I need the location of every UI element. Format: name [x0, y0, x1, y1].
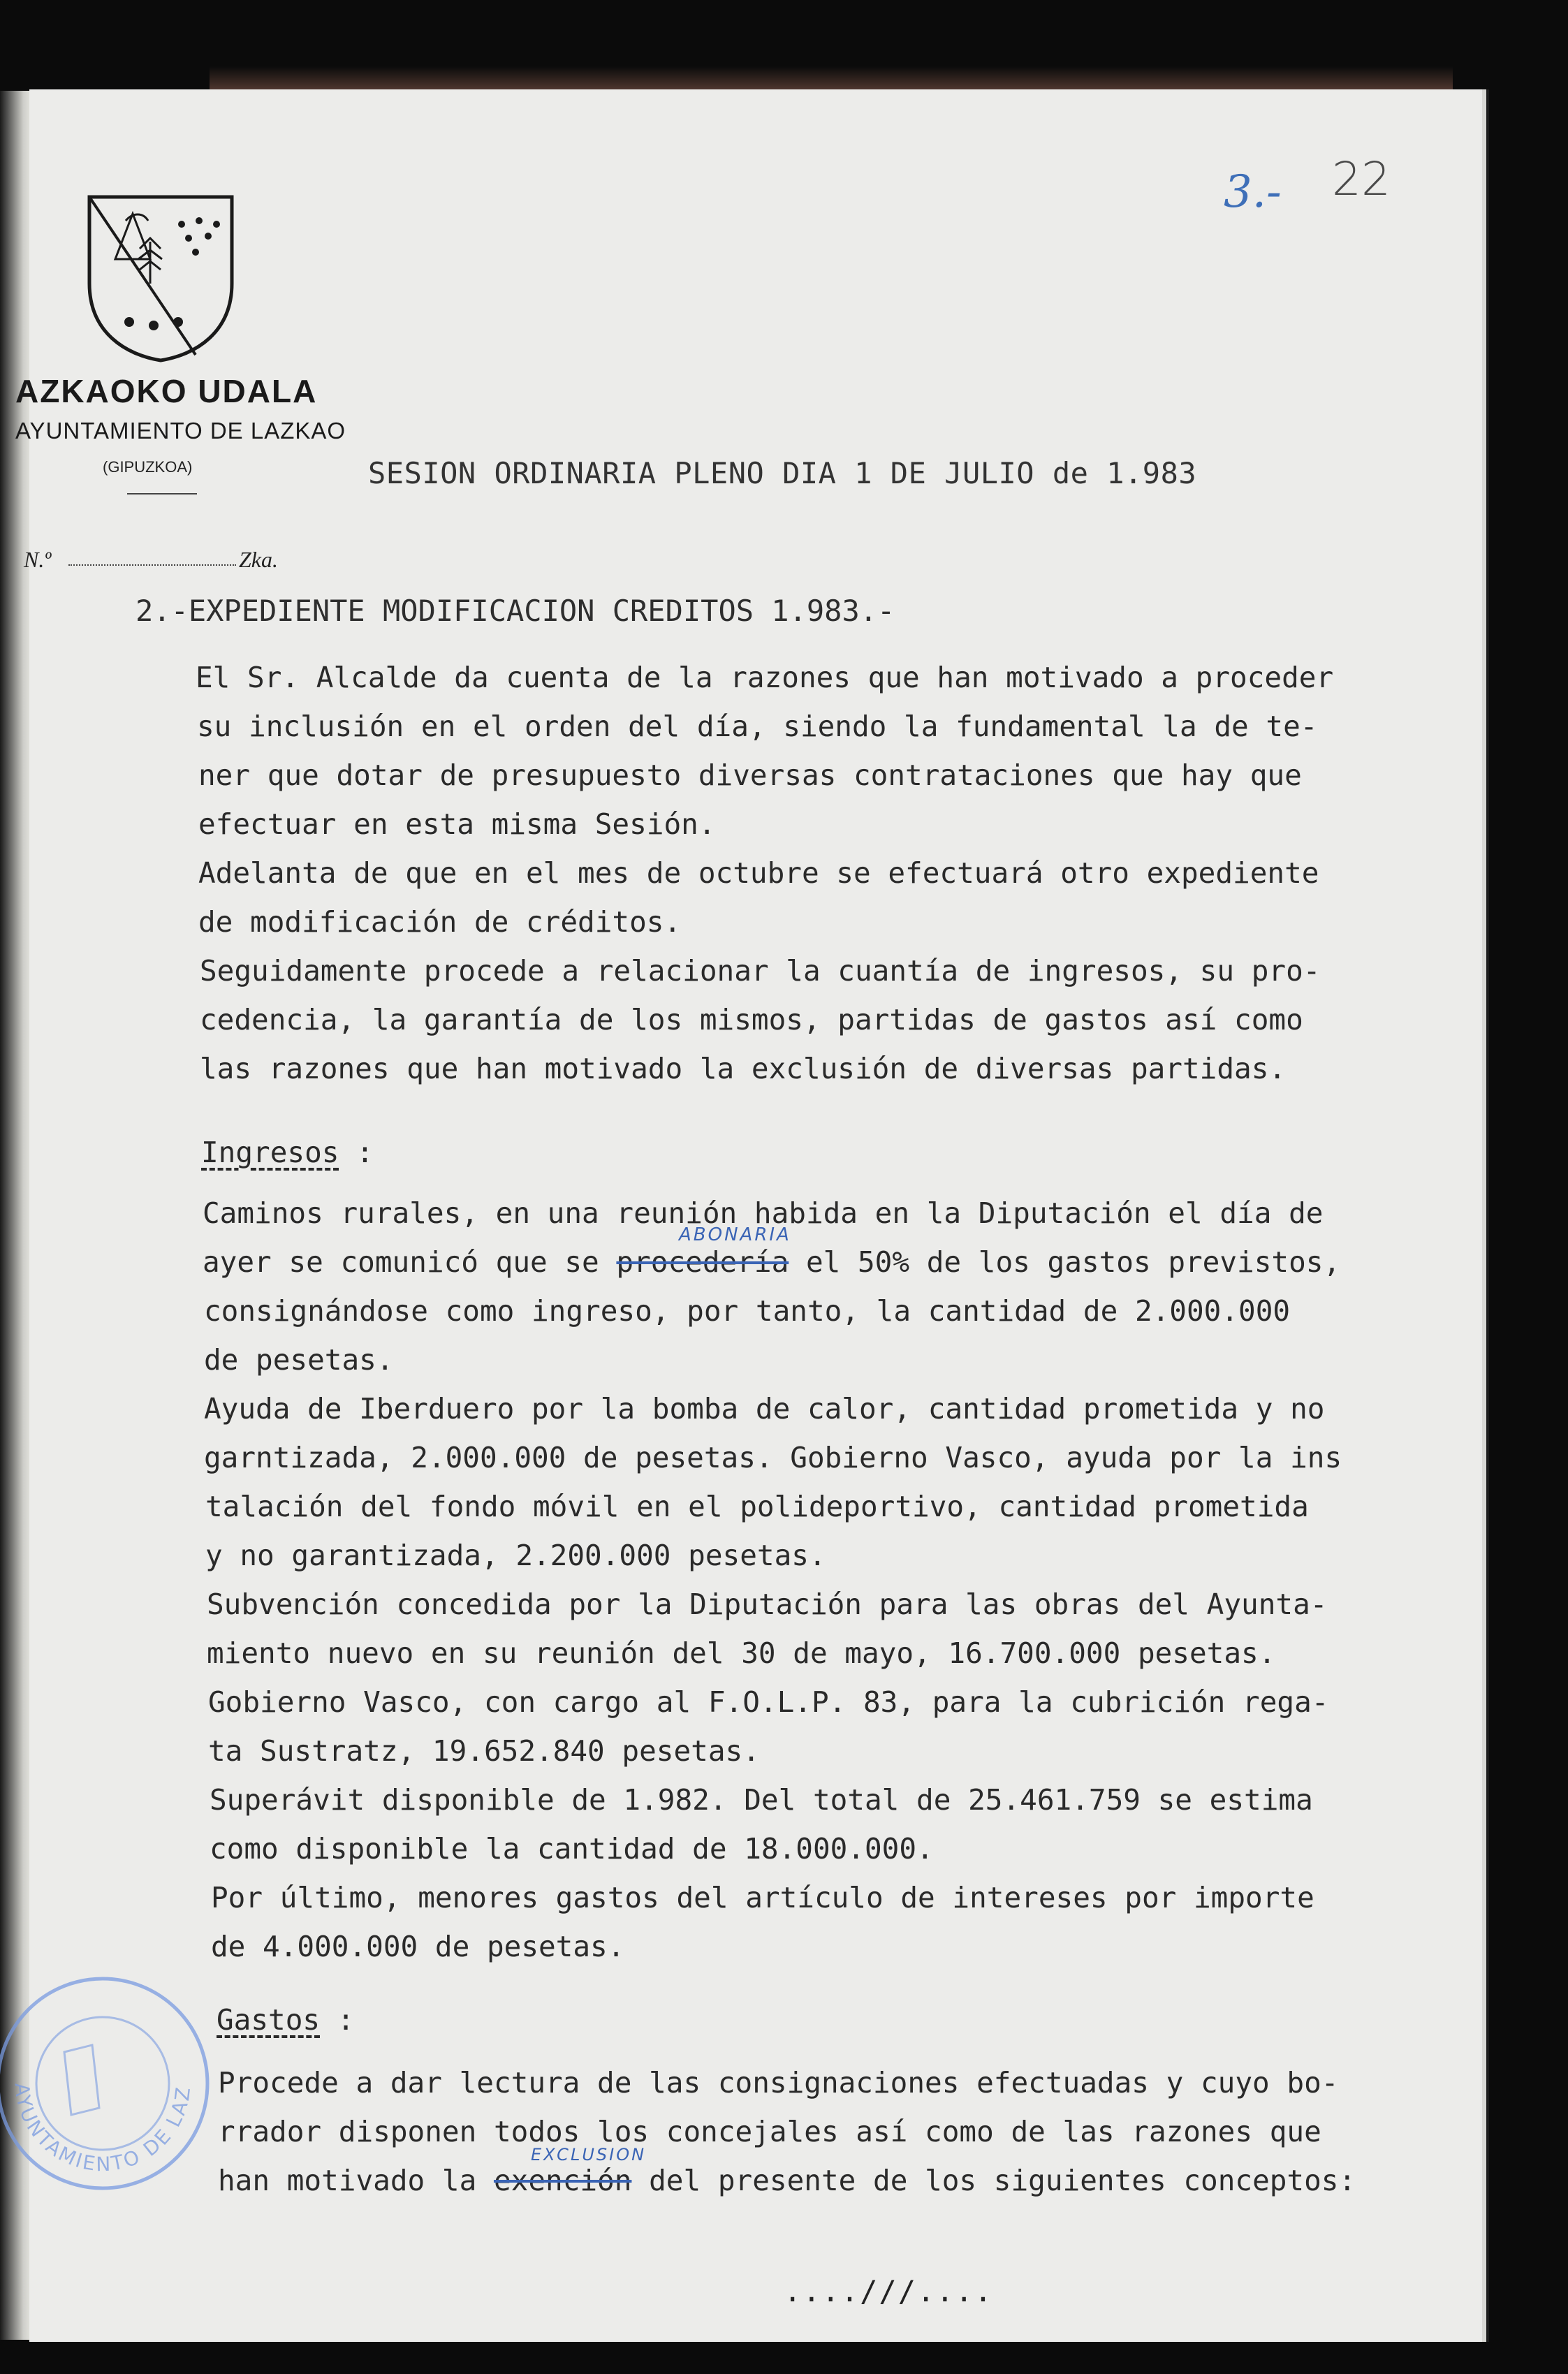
body-line: como disponible la cantidad de 18.000.000. [210, 1832, 934, 1866]
folio-mark: 3.- [1224, 166, 1282, 218]
municipality-subtitle: AYUNTAMIENTO DE LAZKAO [15, 418, 346, 444]
body-line: garntizada, 2.000.000 de pesetas. Gobierno Vasco, ayuda por la ins [204, 1441, 1342, 1474]
body-line: Procede a dar lectura de las consignaciones efectuadas y cuyo bo- [218, 2066, 1339, 2100]
heading-text: Ingresos [201, 1136, 339, 1169]
body-line: Gobierno Vasco, con cargo al F.O.L.P. 83, para la cubrición rega- [208, 1685, 1329, 1719]
body-line: Superávit disponible de 1.982. Del total de 25.461.759 se estima [210, 1783, 1313, 1817]
heading-colon: : [339, 1136, 374, 1169]
registry-number-line [68, 564, 236, 566]
body-line: efectuar en esta misma Sesión. [198, 807, 716, 841]
body-line-with-correction [218, 2164, 1356, 2197]
session-title: SESION ORDINARIA PLENO DIA 1 DE JULIO de 1.983 [368, 456, 1197, 490]
body-line: de pesetas. [204, 1343, 394, 1377]
body-line: cedencia, la garantía de los mismos, partidas de gastos así como [200, 1003, 1303, 1036]
heading-colon: : [320, 2003, 355, 2037]
body-line: las razones que han motivado la exclusión de diversas partidas. [200, 1052, 1287, 1085]
agenda-item-title: 2.-EXPEDIENTE MODIFICACION CREDITOS 1.983.- [135, 594, 895, 628]
body-line: Subvención concedida por la Diputación para las obras del Ayunta- [207, 1588, 1328, 1621]
line-text: ayer se comunicó que se [203, 1245, 617, 1279]
body-line: El Sr. Alcalde da cuenta de la razones que han motivado a proceder [196, 661, 1334, 694]
continuation-marker: ....///.... [784, 2274, 994, 2308]
body-line: miento nuevo en su reunión del 30 de mayo, 16.700.000 pesetas. [207, 1636, 1276, 1670]
body-line: consignándose como ingreso, por tanto, la cantidad de 2.000.000 [204, 1294, 1291, 1328]
divider [127, 493, 197, 494]
coat-of-arms-icon [84, 193, 237, 364]
body-line: ner que dotar de presupuesto diversas contrataciones que hay que [198, 759, 1302, 792]
body-line: Por último, menores gastos del artículo de intereses por importe [211, 1881, 1314, 1914]
body-line: rrador disponen todos los concejales así como de las razones que [218, 2115, 1321, 2148]
body-line-with-correction [203, 1245, 1340, 1279]
heading-text: Gastos [217, 2003, 321, 2037]
section-heading-ingresos [201, 1136, 374, 1169]
section-heading-gastos [217, 2003, 354, 2037]
registry-number-label: N.º [24, 547, 52, 572]
handwritten-correction: EXCLUSION [531, 2145, 647, 2164]
body-line: Caminos rurales, en una reunión habida en la Diputación el día de [203, 1196, 1324, 1230]
body-line: talación del fondo móvil en el polideportivo, cantidad prometida [205, 1490, 1309, 1523]
body-line: Adelanta de que en el mes de octubre se efectuará otro expediente [198, 856, 1319, 890]
municipality-province: (GIPUZKOA) [103, 458, 193, 476]
line-text: han motivado la [218, 2164, 494, 2197]
body-line: su inclusión en el orden del día, siendo la fundamental la de te- [197, 710, 1318, 743]
line-text: el 50% de los gastos previstos, [789, 1245, 1341, 1279]
body-line: de modificación de créditos. [198, 905, 682, 939]
struck-word: procedería [616, 1245, 789, 1279]
municipal-stamp-icon [0, 1968, 218, 2199]
body-line: Seguidamente procede a relacionar la cuantía de ingresos, su pro- [200, 954, 1321, 988]
folio-number: 22 [1332, 152, 1391, 206]
body-line: y no garantizada, 2.200.000 pesetas. [205, 1539, 826, 1572]
municipality-name: AZKAOKO UDALA [15, 373, 318, 409]
registry-zka-label: Zka. [239, 547, 278, 572]
document-page [10, 89, 1482, 2342]
body-line: de 4.000.000 de pesetas. [211, 1930, 625, 1963]
stamp-text: AYUNTAMIENTO DE LAZ [10, 2081, 196, 2176]
body-line: Ayuda de Iberduero por la bomba de calor, cantidad prometida y no [204, 1392, 1325, 1426]
body-line: ta Sustratz, 19.652.840 pesetas. [208, 1734, 760, 1768]
struck-word: exención [493, 2164, 632, 2197]
handwritten-correction: ABONARIA [679, 1224, 791, 1245]
line-text: del presente de los siguientes conceptos: [631, 2164, 1356, 2197]
